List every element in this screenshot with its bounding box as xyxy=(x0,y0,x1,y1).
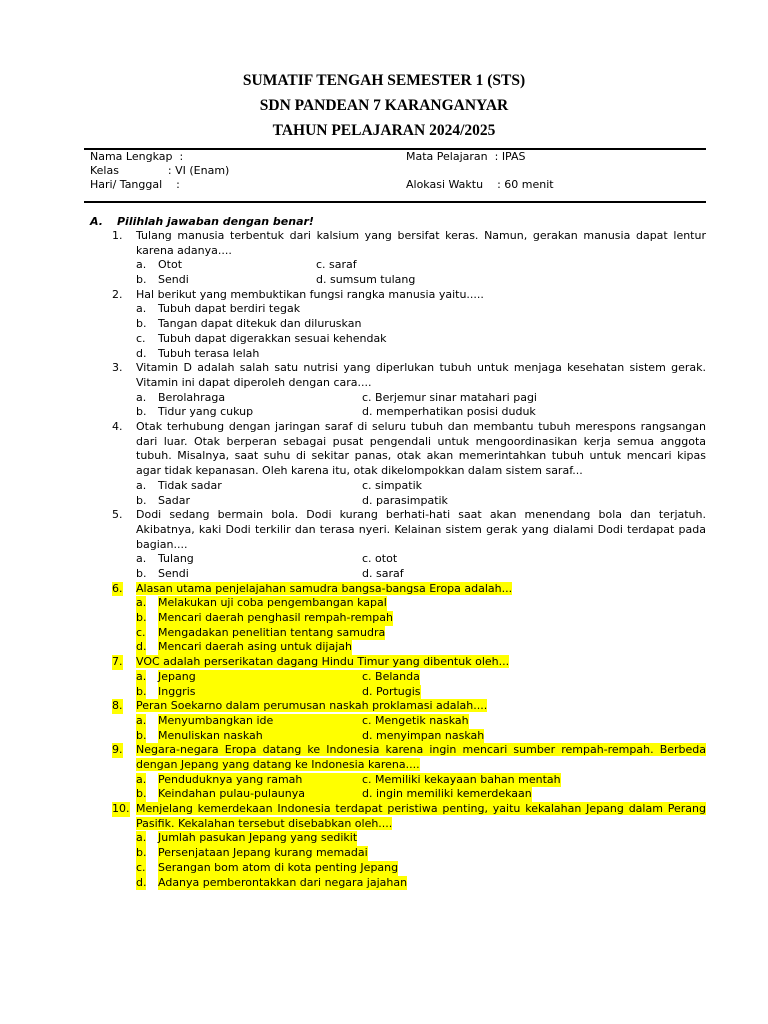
answer-option xyxy=(86,596,706,611)
option-letter: b. xyxy=(136,567,147,580)
question-text: Hal berikut yang membuktikan fungsi rangka manusia yaitu..... xyxy=(136,287,484,301)
option-text-right: d. saraf xyxy=(362,567,404,580)
option-text: Persenjataan Jepang kurang memadai xyxy=(158,846,368,860)
option-letter: a. xyxy=(136,669,147,683)
question-number: 4. xyxy=(112,420,123,434)
option-text: Tubuh dapat digerakkan sesuai kehendak xyxy=(158,331,387,345)
option-text: Menyumbangkan ide xyxy=(158,714,362,729)
option-text-right: d. memperhatikan posisi duduk xyxy=(362,405,536,419)
option-text: Tidak sadar xyxy=(158,478,222,492)
answer-option xyxy=(86,773,706,788)
field-name: Nama Lengkap : xyxy=(90,150,184,163)
answer-option xyxy=(86,567,706,582)
option-text: Mengadakan penelitian tentang samudra xyxy=(158,625,386,639)
option-text-right: c. Mengetik naskah xyxy=(362,713,469,727)
answer-option xyxy=(86,611,706,626)
option-letter: a. xyxy=(136,552,147,566)
option-text-right: d. ingin memiliki kemerdekaan xyxy=(362,787,532,801)
option-text: Penduduknya yang ramah xyxy=(158,773,362,788)
question-text: Menjelang kemerdekaan Indonesia terdapat peristiwa penting, yaitu kekalahan Jepang dalam Perang Pasifik. Kekalahan tersebut disebabkan oleh.... xyxy=(136,802,706,830)
option-letter: b. xyxy=(136,317,147,331)
question-number: 8. xyxy=(112,699,123,713)
question-text: Dodi sedang bermain bola. Dodi kurang berhati-hati saat akan menendang bola dan terjatuh. Akibatnya, kaki Dodi terkilir dan terasa nyeri. Kelainan sistem gerak yang dialami Dodi terdapat pada bagian.... xyxy=(136,508,706,551)
question-number: 5. xyxy=(112,508,123,522)
option-text: Tubuh terasa lelah xyxy=(158,346,260,360)
question-number: 10. xyxy=(112,802,130,816)
section-label: A. xyxy=(90,215,103,228)
answer-option xyxy=(86,831,706,846)
question-number: 6. xyxy=(112,581,123,595)
answer-option xyxy=(86,479,706,494)
option-letter: b. xyxy=(136,684,147,698)
option-letter: a. xyxy=(136,258,147,272)
option-text-right: d. sumsum tulang xyxy=(316,273,416,287)
answer-option xyxy=(86,258,706,273)
question-item xyxy=(86,361,706,390)
answer-option xyxy=(86,405,706,420)
option-text: Berolahraga xyxy=(158,390,226,404)
answer-option xyxy=(86,347,706,362)
option-text: Menuliskan naskah xyxy=(158,729,362,744)
option-letter: b. xyxy=(136,405,147,419)
option-letter: c. xyxy=(136,625,146,639)
option-letter: b. xyxy=(136,611,147,625)
question-item xyxy=(86,420,706,479)
option-letter: d. xyxy=(136,346,147,360)
question-number: 7. xyxy=(112,655,123,669)
answer-option xyxy=(86,670,706,685)
question-item xyxy=(86,288,706,303)
question-text: Otak terhubung dengan jaringan saraf di seluru tubuh dan membantu tubuh merespons rangsangan dari luar. Otak berperan sebagai pusat pengendali untuk mengoordinasikan kerja semua anggota tubuh. Misalnya, saat suhu di sekitar panas, otak akan memerintahkan tubuh untuk mencari kipas agar tidak kepanasan. Oleh karena itu, otak dikelompokkan dalam sistem saraf... xyxy=(136,420,706,478)
option-text-right: c. saraf xyxy=(316,258,357,272)
answer-option xyxy=(86,714,706,729)
option-text: Adanya pemberontakkan dari negara jajahan xyxy=(158,875,408,889)
answer-option xyxy=(86,640,706,655)
option-text: Tidur yang cukup xyxy=(158,405,254,419)
option-letter: b. xyxy=(136,493,147,507)
option-letter: d. xyxy=(136,875,147,889)
option-text: Tulang xyxy=(158,552,194,566)
answer-option xyxy=(86,846,706,861)
question-item xyxy=(86,508,706,552)
question-number: 1. xyxy=(112,229,123,242)
answer-option xyxy=(86,302,706,317)
answer-option xyxy=(86,494,706,509)
question-item xyxy=(86,655,706,670)
field-duration: Alokasi Waktu : 60 menit xyxy=(406,178,554,191)
school-name: SDN PANDEAN 7 KARANGANYAR xyxy=(259,97,509,114)
question-number: 2. xyxy=(112,287,123,301)
question-text: Peran Soekarno dalam perumusan naskah proklamasi adalah.... xyxy=(136,699,488,713)
option-text: Tangan dapat ditekuk dan diluruskan xyxy=(158,317,362,331)
header-divider-bottom xyxy=(84,201,706,203)
option-text-right: c. simpatik xyxy=(362,478,423,492)
option-text: Keindahan pulau-pulaunya xyxy=(158,787,362,802)
question-item xyxy=(86,743,706,772)
answer-option xyxy=(86,273,706,288)
question-list xyxy=(86,214,706,890)
option-letter: b. xyxy=(136,273,147,287)
question-item xyxy=(86,802,706,831)
answer-option xyxy=(86,317,706,332)
question-text: Tulang manusia terbentuk dari kalsium yang bersifat keras. Namun, gerakan manusia dapat lentur karena adanya.... xyxy=(136,229,706,257)
answer-option xyxy=(86,391,706,406)
option-letter: a. xyxy=(136,831,147,845)
question-text: Negara-negara Eropa datang ke Indonesia karena ingin mencari sumber rempah-rempah. Berbeda dengan Jepang yang datang ke Indonesia karena.... xyxy=(136,743,706,771)
option-text-right: c. Belanda xyxy=(362,669,420,683)
option-letter: c. xyxy=(136,331,146,345)
question-text: VOC adalah perserikatan dagang Hindu Timur yang dibentuk oleh... xyxy=(136,655,510,669)
option-letter: c. xyxy=(136,860,146,874)
answer-option xyxy=(86,729,706,744)
option-text: Mencari daerah penghasil rempah-rempah xyxy=(158,611,393,625)
option-letter: a. xyxy=(136,713,147,727)
option-text: Mencari daerah asing untuk dijajah xyxy=(158,640,352,654)
question-item xyxy=(86,582,706,597)
question-item xyxy=(86,699,706,714)
option-letter: a. xyxy=(136,302,147,316)
field-subject: Mata Pelajaran : IPAS xyxy=(406,150,526,163)
field-date: Hari/ Tanggal : xyxy=(90,178,180,191)
school-year: TAHUN PELAJARAN 2024/2025 xyxy=(272,122,496,139)
question-number: 3. xyxy=(112,361,123,375)
question-text: Vitamin D adalah salah satu nutrisi yang diperlukan tubuh untuk menjaga kesehatan sistem gerak. Vitamin ini dapat diperoleh dengan cara.... xyxy=(136,361,706,389)
answer-option xyxy=(86,332,706,347)
option-letter: b. xyxy=(136,846,147,860)
answer-option xyxy=(86,552,706,567)
answer-option xyxy=(86,876,706,891)
option-text: Sadar xyxy=(158,493,190,507)
exam-title: SUMATIF TENGAH SEMESTER 1 (STS) xyxy=(242,72,526,89)
option-letter: b. xyxy=(136,787,147,801)
answer-option xyxy=(86,626,706,641)
option-text: Sendi xyxy=(158,567,189,580)
option-letter: a. xyxy=(136,478,147,492)
section-heading xyxy=(86,214,706,229)
option-text-right: c. Memiliki kekayaan bahan mentah xyxy=(362,772,561,786)
option-text: Jumlah pasukan Jepang yang sedikit xyxy=(158,831,358,845)
answer-option xyxy=(86,787,706,802)
option-text: Otot xyxy=(158,258,183,272)
option-text-right: d. Portugis xyxy=(362,684,421,698)
option-letter: a. xyxy=(136,390,147,404)
option-text-right: c. Berjemur sinar matahari pagi xyxy=(362,390,537,404)
option-text: Melakukan uji coba pengembangan kapal xyxy=(158,596,387,610)
answer-option xyxy=(86,861,706,876)
section-instruction: Pilihlah jawaban dengan benar! xyxy=(117,215,314,228)
option-text-right: c. otot xyxy=(362,552,398,566)
option-text: Inggris xyxy=(158,685,362,700)
answer-option xyxy=(86,685,706,700)
question-text: Alasan utama penjelajahan samudra bangsa-bangsa Eropa adalah... xyxy=(136,581,513,595)
option-letter: a. xyxy=(136,772,147,786)
option-letter: b. xyxy=(136,728,147,742)
field-class: Kelas : VI (Enam) xyxy=(90,164,230,177)
option-text-right: d. parasimpatik xyxy=(362,493,448,507)
option-text-right: d. menyimpan naskah xyxy=(362,728,485,742)
question-item xyxy=(86,229,706,258)
option-text: Jepang xyxy=(158,670,362,685)
question-number: 9. xyxy=(112,743,123,757)
option-letter: a. xyxy=(136,596,147,610)
option-text: Tubuh dapat berdiri tegak xyxy=(158,302,301,316)
option-letter: d. xyxy=(136,640,147,654)
option-text: Sendi xyxy=(158,273,189,287)
option-text: Serangan bom atom di kota penting Jepang xyxy=(158,860,399,874)
